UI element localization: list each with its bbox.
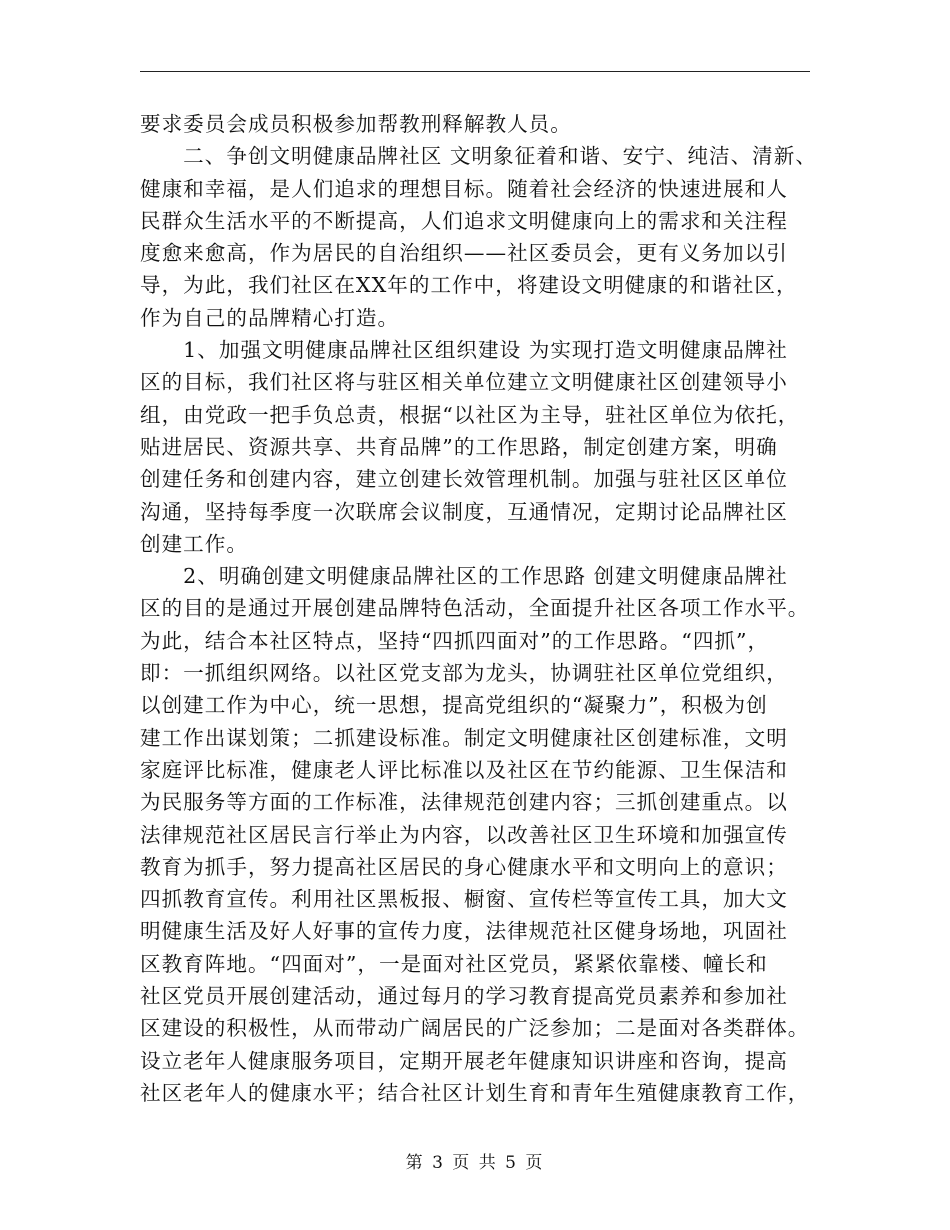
text-line: 导，为此，我们社区在XX年的工作中，将建设文明健康的和谐社区， <box>140 273 798 298</box>
text-line: 二、争创文明健康品牌社区 文明象征着和谐、安宁、纯洁、清新、 <box>140 144 817 169</box>
text-line: 2、明确创建文明健康品牌社区的工作思路 创建文明健康品牌社 <box>140 564 788 589</box>
text-line: 要求委员会成员积极参加帮教刑释解教人员。 <box>140 112 572 136</box>
text-line: 区的目的是通过开展创建品牌特色活动，全面提升社区各项工作水平。 <box>140 596 810 621</box>
text-line: 社区党员开展创建活动，通过每月的学习教育提高党员素养和参加社 <box>140 984 788 1009</box>
header-rule <box>140 71 810 72</box>
text-line: 教育为抓手，努力提高社区居民的身心健康水平和文明向上的意识； <box>140 854 788 879</box>
text-line: 为民服务等方面的工作标准，法律规范创建内容；三抓创建重点。以 <box>140 790 788 815</box>
text-line: 1、加强文明健康品牌社区组织建设 为实现打造文明健康品牌社 <box>140 338 788 363</box>
text-line: 区建设的积极性，从而带动广阔居民的广泛参加；二是面对各类群体。 <box>140 1016 810 1041</box>
text-line: 组，由党政一把手负总责，根据“以社区为主导，驻社区单位为依托， <box>140 402 800 427</box>
text-line: 设立老年人健康服务项目，定期开展老年健康知识讲座和咨询，提高 <box>140 1048 788 1073</box>
text-line: 即：一抓组织网络。以社区党支部为龙头，协调驻社区单位党组织， <box>140 661 788 686</box>
text-line: 创建任务和创建内容，建立创建长效管理机制。加强与驻社区区单位 <box>140 467 788 492</box>
text-line: 家庭评比标准，健康老人评比标准以及社区在节约能源、卫生保洁和 <box>140 757 788 782</box>
text-line: 贴进居民、资源共享、共育品牌”的工作思路，制定创建方案，明确 <box>140 434 778 459</box>
text-line: 明健康生活及好人好事的宣传力度，法律规范社区健身场地，巩固社 <box>140 919 788 944</box>
text-line: 区的目标，我们社区将与驻区相关单位建立文明健康社区创建领导小 <box>140 370 788 395</box>
text-line: 创建工作。 <box>140 531 248 556</box>
text-line: 度愈来愈高，作为居民的自治组织——社区委员会，更有义务加以引 <box>140 241 788 266</box>
document-body <box>140 108 816 1109</box>
page-footer: 第 3 页 共 5 页 <box>405 1153 545 1173</box>
text-line: 作为自己的品牌精心打造。 <box>140 305 400 330</box>
text-line: 以创建工作为中心，统一思想，提高党组织的“凝聚力”，积极为创 <box>140 693 768 718</box>
text-line: 沟通，坚持每季度一次联席会议制度，互通情况，定期讨论品牌社区 <box>140 499 788 524</box>
text-line: 区教育阵地。“四面对”，一是面对社区党员，紧紧依靠楼、幢长和 <box>140 951 768 976</box>
text-line: 四抓教育宣传。利用社区黑板报、橱窗、宣传栏等宣传工具，加大文 <box>140 887 788 912</box>
text-line: 建工作出谋划策；二抓建设标准。制定文明健康社区创建标准，文明 <box>140 725 788 750</box>
text-line: 健康和幸福，是人们追求的理想目标。随着社会经济的快速进展和人 <box>140 176 788 201</box>
text-line: 民群众生活水平的不断提高，人们追求文明健康向上的需求和关注程 <box>140 208 788 233</box>
text-line: 社区老年人的健康水平；结合社区计划生育和青年生殖健康教育工作， <box>140 1080 810 1105</box>
text-line: 为此，结合本社区特点，坚持“四抓四面对”的工作思路。“四抓”， <box>140 628 770 653</box>
text-line: 法律规范社区居民言行举止为内容，以改善社区卫生环境和加强宣传 <box>140 822 788 847</box>
